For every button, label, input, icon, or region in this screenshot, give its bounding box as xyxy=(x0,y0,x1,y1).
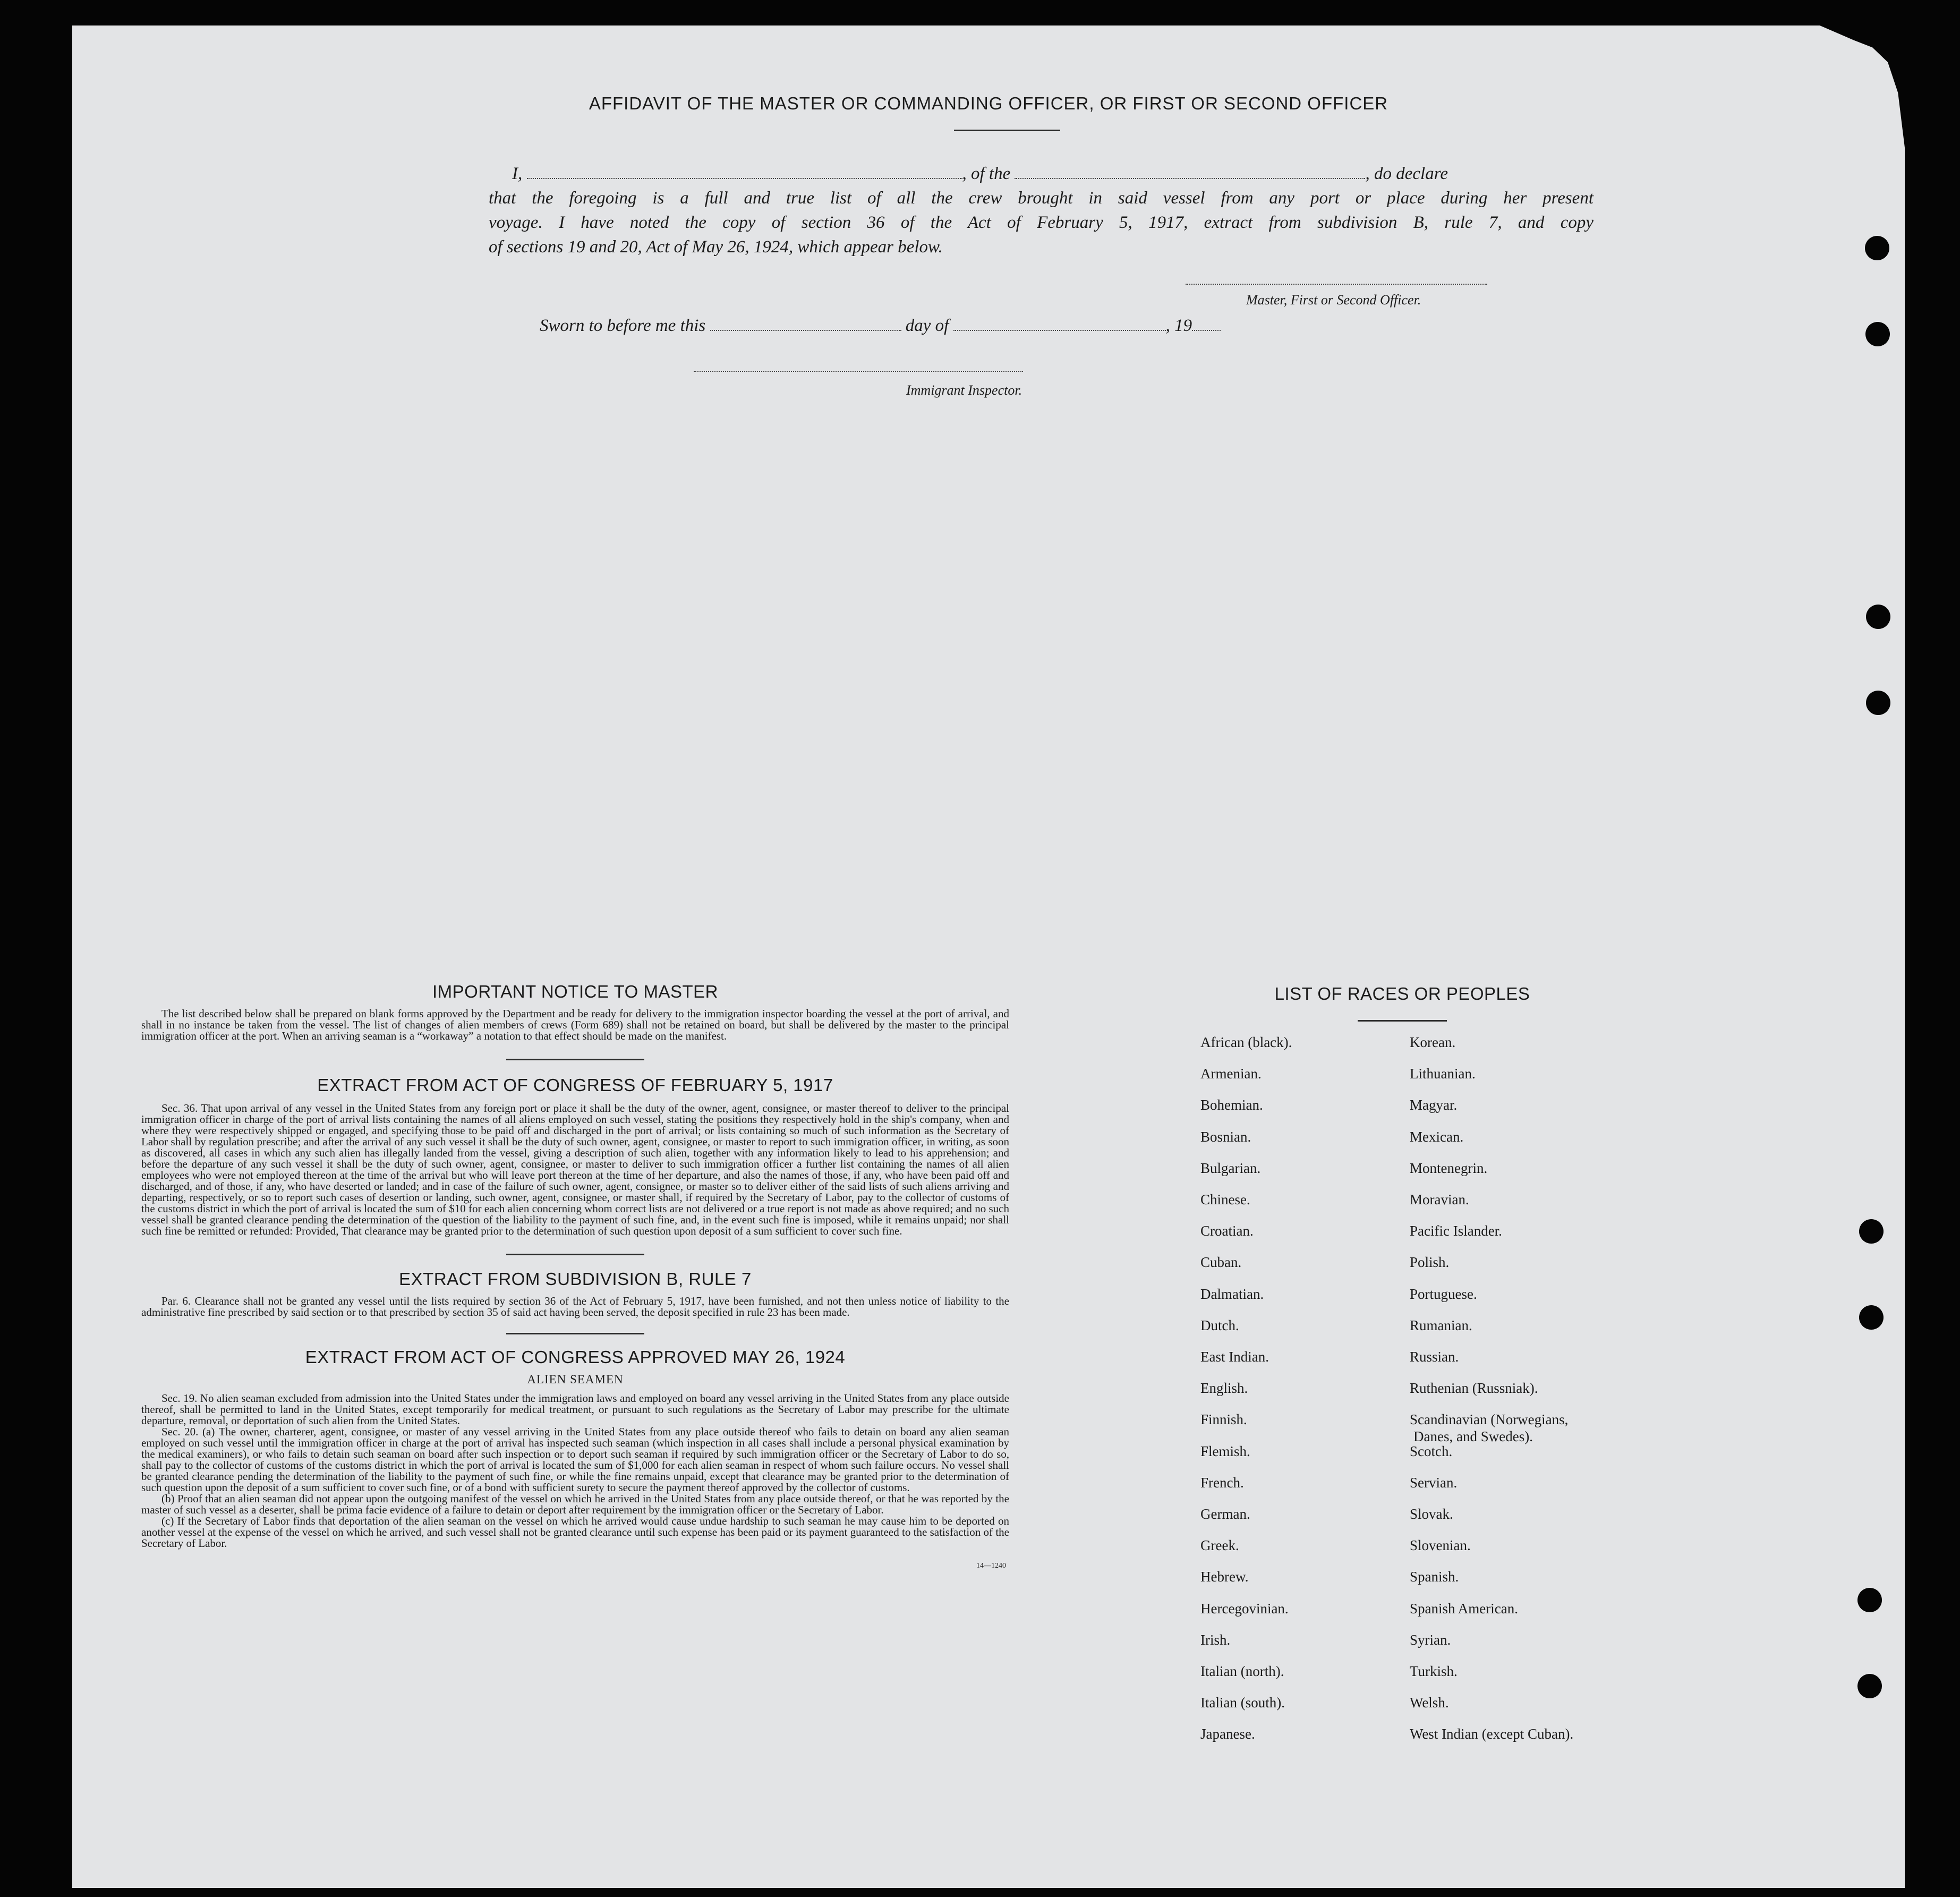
race-entry: Lithuanian. xyxy=(1410,1066,1476,1082)
extract-1917-title: EXTRACT FROM ACT OF CONGRESS OF FEBRUARY 5, 1917 xyxy=(317,1075,833,1095)
day-of-text: day of xyxy=(905,316,949,335)
race-entry: Greek. xyxy=(1200,1537,1239,1554)
race-entry: Bohemian. xyxy=(1200,1097,1263,1113)
sec-20c-paragraph: (c) If the Secretary of Labor finds that deportation of the alien seaman on the vessel on which he arrived would cause undue hardship to such seaman he may cause him to be deported on another vessel at the expense of the vessel on which he arrived, and such vessel shall not be granted clearance until such expense has been paid or its payment guaranteed to the satisfaction of the Secretary of Labor. xyxy=(141,1515,1009,1550)
punch-hole xyxy=(1859,1305,1884,1330)
race-entry: Spanish. xyxy=(1410,1569,1459,1585)
inspector-signature-label: Immigrant Inspector. xyxy=(906,382,1022,398)
punch-hole xyxy=(1865,322,1890,346)
race-entry: Welsh. xyxy=(1410,1695,1449,1711)
race-entry: Croatian. xyxy=(1200,1223,1254,1239)
race-entry: Bosnian. xyxy=(1200,1128,1251,1145)
affidavit-line-3: voyage. I have noted the copy of section 36 of the Act of February 5, 1917, extract from subdivision B, rule 7, and copy xyxy=(489,213,1593,232)
affidavit-declare: , do declare xyxy=(1365,164,1448,183)
race-entry: Montenegrin. xyxy=(1410,1160,1488,1176)
race-entry: Portuguese. xyxy=(1410,1286,1477,1302)
race-entry: Scotch. xyxy=(1410,1443,1453,1459)
race-entry: Polish. xyxy=(1410,1254,1450,1271)
race-entry: Russian. xyxy=(1410,1349,1459,1365)
sworn-month-blank[interactable] xyxy=(953,327,1166,331)
form-number: 14—1240 xyxy=(976,1562,1006,1570)
punch-hole xyxy=(1857,1588,1882,1612)
year-text: , 19 xyxy=(1165,316,1192,335)
race-entry: Syrian. xyxy=(1410,1631,1451,1648)
sworn-text: Sworn to before me this xyxy=(540,316,706,335)
race-entry: Flemish. xyxy=(1200,1443,1250,1459)
race-entry: Chinese. xyxy=(1200,1192,1250,1207)
document-page xyxy=(72,25,1905,1888)
affidavit-declaration-line xyxy=(489,161,1593,186)
extract-1917-body xyxy=(141,1103,1009,1237)
race-entry: Scandinavian (Norwegians, xyxy=(1410,1411,1569,1428)
affidavit-line-2: that the foregoing is a full and true list of all the crew brought in said vessel from any port or place during her present xyxy=(489,189,1593,208)
race-entry: Dalmatian. xyxy=(1200,1286,1264,1302)
sworn-year-blank[interactable] xyxy=(1192,327,1221,331)
affidavit-of-the: , of the xyxy=(962,164,1011,183)
race-entry: West Indian (except Cuban). xyxy=(1410,1726,1574,1742)
punch-hole xyxy=(1866,691,1890,715)
notice-title: IMPORTANT NOTICE TO MASTER xyxy=(432,982,718,1001)
race-entry: East Indian. xyxy=(1200,1349,1269,1365)
notice-body xyxy=(141,1008,1009,1042)
race-entry: Armenian. xyxy=(1200,1066,1262,1082)
race-entry: Finnish. xyxy=(1200,1411,1247,1428)
race-entry: Irish. xyxy=(1200,1631,1231,1648)
subdivision-b-body xyxy=(141,1296,1009,1318)
par-6-paragraph: Par. 6. Clearance shall not be granted any vessel until the lists required by section 36 of the Act of February 5, 1917, have been furnished, and not then unless notice of liability to the administrative fine prescribed by said section or to that prescribed by section 35 of said act having been served, the deposit specified in rule 23 has been made. xyxy=(141,1295,1009,1318)
race-entry: Mexican. xyxy=(1410,1128,1464,1145)
race-entry: Dutch. xyxy=(1200,1317,1239,1333)
sec-20b-paragraph: (b) Proof that an alien seaman did not appear upon the outgoing manifest of the vessel on which he arrived in the United States from any place outside thereof, or that he was reported by the master of such vessel as a deserter, shall be prima facie evidence of a failure to detain or deport after requirement by the immigration officer or the Secretary of Labor. xyxy=(141,1492,1009,1516)
race-entry: German. xyxy=(1200,1506,1250,1522)
extract-1924-body xyxy=(141,1393,1009,1549)
inspector-signature-blank[interactable] xyxy=(694,371,1023,372)
race-entry: Italian (south). xyxy=(1200,1695,1285,1711)
punch-hole xyxy=(1859,1219,1884,1244)
section-rule xyxy=(506,1059,644,1060)
race-entry-continuation: Danes, and Swedes). xyxy=(1413,1428,1533,1444)
race-entry: French. xyxy=(1200,1474,1244,1491)
race-entry: Pacific Islander. xyxy=(1410,1223,1502,1239)
vessel-name-blank[interactable] xyxy=(1015,175,1365,179)
notice-paragraph: The list described below shall be prepared on blank forms approved by the Department and be ready for delivery to the immigration inspector boarding the vessel at the port of arrival, and shall in no instance be taken from the vessel. The list of changes of alien members of crews (Form 689) shall not be retained on board, but shall be delivered by the master to the principal immigration officer at the port. When an arriving seaman is a “workaway” a notation to that effect should be made on the manifest. xyxy=(141,1007,1009,1042)
punch-hole xyxy=(1857,1674,1882,1698)
race-entry: Japanese. xyxy=(1200,1726,1255,1742)
title-rule xyxy=(954,130,1060,131)
extract-1924-title: EXTRACT FROM ACT OF CONGRESS APPROVED MAY 26, 1924 xyxy=(305,1347,846,1367)
race-entry: Rumanian. xyxy=(1410,1317,1472,1333)
race-entry: Spanish American. xyxy=(1410,1600,1518,1617)
alien-seamen-subtitle: ALIEN SEAMEN xyxy=(527,1373,624,1386)
master-signature-blank[interactable] xyxy=(1186,284,1487,285)
left-column xyxy=(141,982,1009,1570)
race-entry: Korean. xyxy=(1410,1034,1456,1050)
races-rule xyxy=(1358,1020,1447,1022)
torn-corner xyxy=(1820,25,1905,148)
race-entry: Slovenian. xyxy=(1410,1537,1471,1554)
race-entry: African (black). xyxy=(1200,1034,1292,1050)
races-title: LIST OF RACES OR PEOPLES xyxy=(1274,984,1530,1003)
race-entry: Ruthenian (Russniak). xyxy=(1410,1380,1538,1397)
race-entry: Moravian. xyxy=(1410,1192,1469,1207)
race-entry: Cuban. xyxy=(1200,1254,1242,1271)
race-entry: Servian. xyxy=(1410,1474,1458,1491)
section-rule xyxy=(506,1254,644,1255)
race-entry: English. xyxy=(1200,1380,1248,1397)
sec-19-paragraph: Sec. 19. No alien seaman excluded from admission into the United States under the immigration laws and employed on board any vessel arriving in the United States from any place outside thereof, shall be permitted to land in the United States, except temporarily for medical treatment, or pursuant to such regulations as the Secretary of Labor may prescribe for the ultimate departure, removal, or deportation of such alien from the United States. xyxy=(141,1392,1009,1427)
punch-hole xyxy=(1866,605,1890,629)
sworn-day-blank[interactable] xyxy=(710,327,901,331)
officer-name-blank[interactable] xyxy=(527,175,962,179)
affidavit-i: I, xyxy=(512,164,523,183)
race-entry: Italian (north). xyxy=(1200,1663,1284,1679)
race-entry: Hercegovinian. xyxy=(1200,1600,1289,1617)
race-entry: Magyar. xyxy=(1410,1097,1458,1113)
sworn-line xyxy=(540,313,1221,338)
affidavit-title: AFFIDAVIT OF THE MASTER OR COMMANDING OFFICER, OR FIRST OR SECOND OFFICER xyxy=(589,93,1388,113)
master-signature-label: Master, First or Second Officer. xyxy=(1246,292,1421,308)
affidavit-line-4: of sections 19 and 20, Act of May 26, 1924, which appear below. xyxy=(489,237,943,257)
race-entry: Hebrew. xyxy=(1200,1569,1249,1585)
punch-hole xyxy=(1865,236,1889,260)
race-entry: Turkish. xyxy=(1410,1663,1458,1679)
sec-36-paragraph: Sec. 36. That upon arrival of any vessel in the United States from any foreign port or place it shall be the duty of the owner, agent, consignee, or master thereof to deliver to the principal immigration officer in charge of the port of arrival lists containing the names of all aliens employed on such vessel, stating the positions they respectively hold in the ship's company, when and where they were respectively shipped or engaged, and specifying those to be paid off and discharged in the port of arrival; or lists containing so much of such information as the Secretary of Labor shall by regulation prescribe; and after the arrival of any such vessel it shall be the duty of such owner, agent, consignee, or master to report to such immigration officer, in writing, as soon as discovered, all cases in which any such alien has illegally landed from the vessel, giving a description of such alien, together with any information likely to lead to his apprehension; and before the departure of any such vessel it shall be the duty of such owner, agent, consignee, or master to deliver to such immigration officer a further list containing the names of all alien employees who were not employed thereon at the time of the arrival but who will leave port thereon at the time of her departure, and also the names of those, if any, who have been paid off and discharged, and of those, if any, who have deserted or landed; and in case of the failure of such owner, agent, consignee, or master so to deliver either of the said lists of such aliens arriving and departing, respectively, or so to report such cases of desertion or landing, such owner, agent, consignee, or master shall, if required by the Secretary of Labor, pay to the collector of customs of the customs district in which the port of arrival is located the sum of $10 for each alien concerning whom correct lists are not delivered or a true report is not made as above required; and no such vessel shall be granted clearance pending the determination of the question of the liability to the payment of such fine, and, in the event such fine is imposed, while it remains unpaid; nor shall such fine be remitted or refunded: Provided, That clearance may be granted prior to the determination of such question upon deposit of a sum sufficient to cover such fine. xyxy=(141,1102,1009,1237)
race-entry: Slovak. xyxy=(1410,1506,1453,1522)
subdivision-b-title: EXTRACT FROM SUBDIVISION B, RULE 7 xyxy=(399,1269,752,1289)
sec-20a-paragraph: Sec. 20. (a) The owner, charterer, agent, consignee, or master of any vessel arriving in the United States from any place outside thereof who fails to detain on board any alien seaman employed on such vessel until the immigration officer in charge at the port of arrival has inspected such seaman (which inspection in all cases shall include a personal physical examination by the medical examiners), or who fails to detain such seaman on board after such inspection or to deport such seaman if required by such immigration officer or the Secretary of Labor to do so, shall pay to the collector of customs of the customs district in which the port of arrival is located the sum of $1,000 for each alien seaman in respect of whom such failure occurs. No vessel shall be granted clearance pending the determination of the liability to the payment of such fine, or while the fine remains unpaid, except that clearance may be granted prior to the determination of such question upon the deposit of a sum sufficient to cover such fine, or of a bond with sufficient surety to secure the payment thereof approved by the collector of customs. xyxy=(141,1425,1009,1494)
section-rule xyxy=(506,1333,644,1334)
race-entry: Bulgarian. xyxy=(1200,1160,1261,1176)
